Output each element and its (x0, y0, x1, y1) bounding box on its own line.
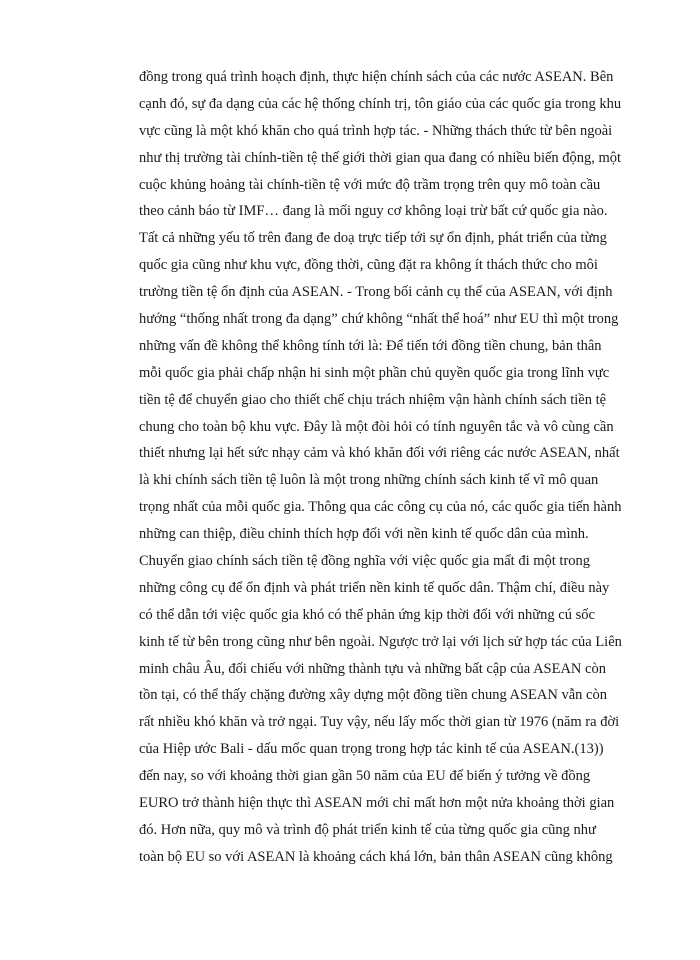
text-line: toàn bộ EU so với ASEAN là khoảng cách khá lớn, bản thân ASEAN cũng không (139, 848, 613, 865)
text-line: đó. Hơn nữa, quy mô và trình độ phát triển kinh tế của từng quốc gia cũng như (139, 821, 596, 838)
text-line: quốc gia cũng như khu vực, đồng thời, cũng đặt ra không ít thách thức cho môi (139, 257, 598, 274)
text-line: trường tiền tệ ổn định của ASEAN. - Trong bối cảnh cụ thể của ASEAN, với định (139, 284, 613, 301)
text-line: mỗi quốc gia phải chấp nhận hi sinh một phần chủ quyền quốc gia trong lĩnh vực (139, 364, 610, 381)
text-line: vực cũng là một khó khăn cho quá trình hợp tác. - Những thách thức từ bên ngoài (139, 122, 613, 139)
text-line: kinh tế từ bên trong cũng như bên ngoài. Ngược trở lại với lịch sử hợp tác của Liên (139, 633, 622, 650)
text-line: hướng “thống nhất trong đa dạng” chứ không “nhất thể hoá” như EU thì một trong (139, 311, 619, 328)
text-line: cạnh đó, sự đa dạng của các hệ thống chính trị, tôn giáo của các quốc gia trong khu (139, 95, 622, 112)
text-line: minh châu Âu, đối chiếu với những thành tựu và những bất cập của ASEAN còn (139, 660, 606, 677)
text-line: những công cụ để ổn định và phát triển nền kinh tế quốc dân. Thậm chí, điều này (139, 579, 610, 596)
text-line: chung cho toàn bộ khu vực. Đây là một đòi hỏi có tính nguyên tắc và vô cùng cần (139, 418, 614, 435)
text-line: tồn tại, có thể thấy chặng đường xây dựng một đồng tiền chung ASEAN vẫn còn (139, 687, 607, 704)
text-line: của Hiệp ước Bali - dấu mốc quan trọng trong hợp tác kinh tế của ASEAN.(13)) (139, 741, 604, 758)
text-line: Chuyển giao chính sách tiền tệ đồng nghĩa với việc quốc gia mất đi một trong (139, 553, 591, 570)
text-line: theo cảnh báo từ IMF… đang là mối nguy cơ không loại trừ bất cứ quốc gia nào. (139, 203, 608, 220)
text-line: Tất cả những yếu tố trên đang đe doạ trực tiếp tới sự ổn định, phát triển của từng (139, 230, 607, 247)
text-line: EURO trở thành hiện thực thì ASEAN mới chỉ mất hơn một nửa khoảng thời gian (139, 795, 615, 812)
text-line: những vấn đề không thể không tính tới là: Để tiến tới đồng tiền chung, bản thân (139, 337, 602, 354)
text-line: những can thiệp, điều chỉnh thích hợp đối với nền kinh tế quốc dân của mình. (139, 526, 589, 543)
text-line: đồng trong quá trình hoạch định, thực hiện chính sách của các nước ASEAN. Bên (139, 69, 614, 85)
text-line: rất nhiều khó khăn và trở ngại. Tuy vậy, nếu lấy mốc thời gian từ 1976 (năm ra đời (139, 714, 620, 731)
text-line: cuộc khủng hoảng tài chính-tiền tệ với mức độ trầm trọng trên quy mô toàn cầu (139, 176, 601, 193)
text-line: thiết nhưng lại hết sức nhạy cảm và khó khăn đối với riêng các nước ASEAN, nhất (139, 445, 620, 462)
text-line: trọng nhất của mỗi quốc gia. Thông qua các công cụ của nó, các quốc gia tiến hành (139, 499, 622, 516)
text-line: là khi chính sách tiền tệ luôn là một trong những chính sách kinh tế vĩ mô quan (139, 472, 599, 489)
text-line: có thể dẫn tới việc quốc gia khó có thể phản ứng kịp thời đối với những cú sốc (139, 606, 595, 623)
text-line: đến nay, so với khoảng thời gian gần 50 năm của EU để biến ý tưởng về đồng (139, 768, 591, 785)
text-line: như thị trường tài chính-tiền tệ thế giới thời gian qua đang có nhiều biến động, một (139, 149, 622, 166)
text-line: tiền tệ để chuyển giao cho thiết chế chịu trách nhiệm vận hành chính sách tiền tệ (139, 391, 607, 408)
body-paragraph (139, 64, 639, 871)
